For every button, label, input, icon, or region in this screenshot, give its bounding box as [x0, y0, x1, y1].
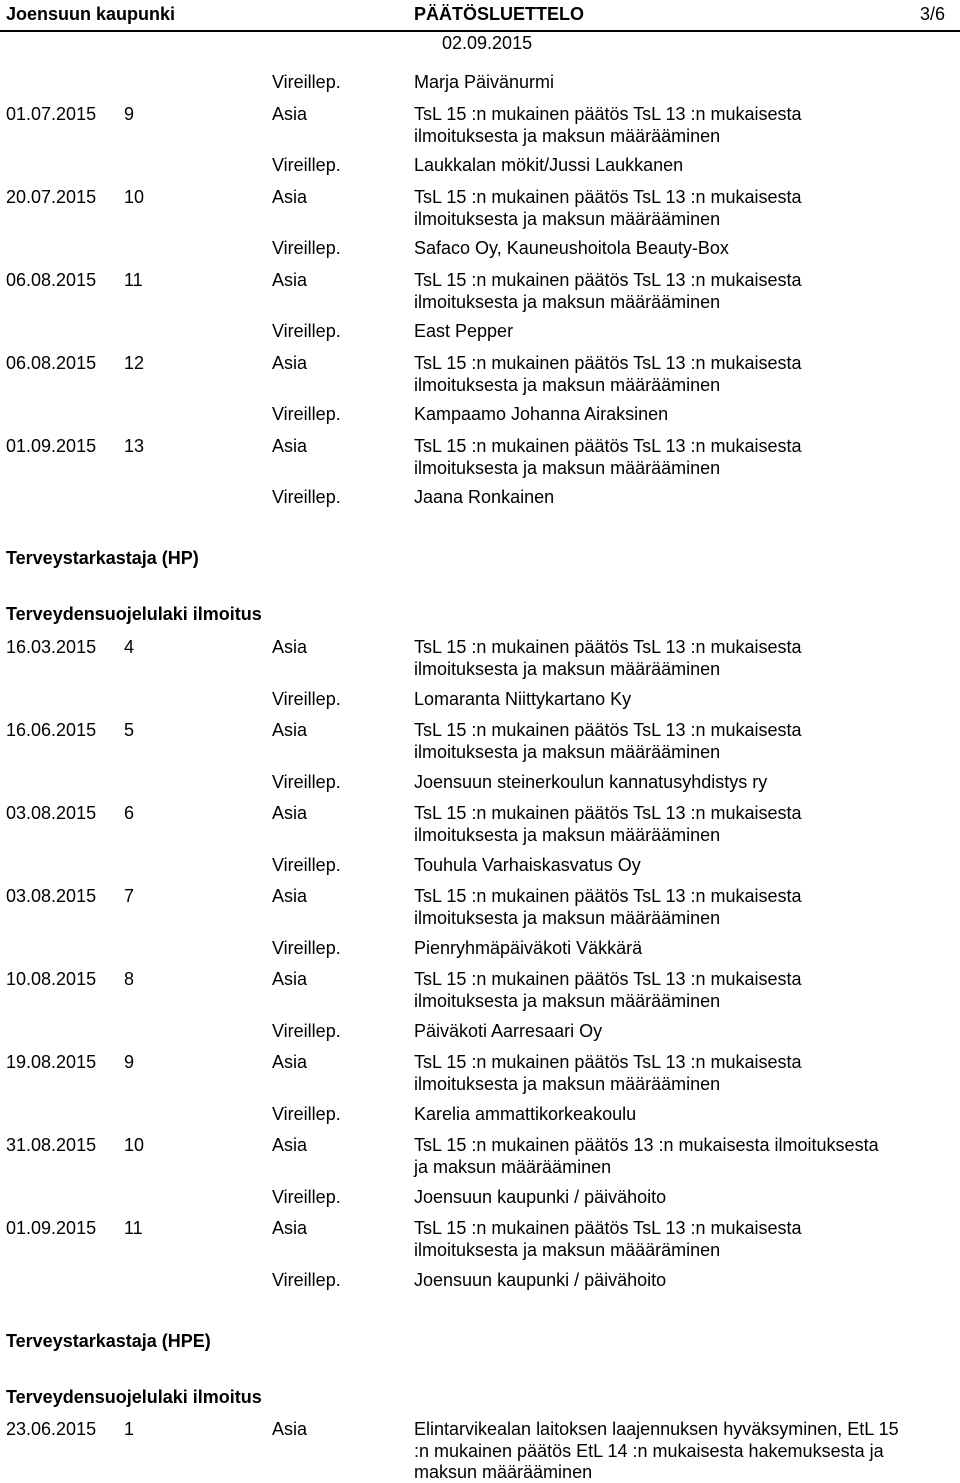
asia-text: TsL 15 :n mukainen päätös 13 :n mukaisesta ilmoituksesta — [414, 1135, 879, 1155]
asia-text-cont: ilmoituksesta ja maksun määrääminen — [414, 1074, 721, 1094]
asia-text-cont: ilmoituksesta ja maksun määrääminen — [414, 209, 721, 229]
entry-date: 01.09.2015 — [6, 436, 97, 456]
vireillep-label: Vireillep. — [272, 1104, 341, 1124]
asia-text-cont: maksun määrääminen — [414, 1462, 593, 1482]
section-heading: Terveystarkastaja (HP) — [6, 548, 199, 568]
entry-number: 7 — [124, 886, 135, 906]
asia-label: Asia — [272, 1218, 308, 1238]
asia-text-cont: ilmoituksesta ja maksun määrääminen — [414, 991, 721, 1011]
asia-text-cont: ilmoituksesta ja maksun määrääminen — [414, 292, 721, 312]
entry-number: 11 — [124, 270, 143, 290]
vireillep-value: Joensuun steinerkoulun kannatusyhdistys ry — [414, 772, 768, 792]
entry-date: 10.08.2015 — [6, 969, 97, 989]
entry-date: 01.09.2015 — [6, 1218, 97, 1238]
asia-text-cont: ilmoituksesta ja maksun määrääminen — [414, 126, 721, 146]
asia-text: TsL 15 :n mukainen päätös TsL 13 :n mukaisesta — [414, 969, 802, 989]
asia-text: TsL 15 :n mukainen päätös TsL 13 :n mukaisesta — [414, 637, 802, 657]
asia-text: TsL 15 :n mukainen päätös TsL 13 :n mukaisesta — [414, 1218, 802, 1238]
vireillep-label: Vireillep. — [272, 72, 341, 92]
entry-number: 10 — [124, 1135, 145, 1155]
asia-label: Asia — [272, 187, 308, 207]
vireillep-value: Joensuun kaupunki / päivähoito — [414, 1187, 667, 1207]
doc-date: 02.09.2015 — [442, 33, 533, 53]
vireillep-value: Laukkalan mökit/Jussi Laukkanen — [414, 155, 684, 175]
vireillep-label: Vireillep. — [272, 1021, 341, 1041]
vireillep-label: Vireillep. — [272, 238, 341, 258]
entry-date: 31.08.2015 — [6, 1135, 97, 1155]
section-heading: Terveystarkastaja (HPE) — [6, 1331, 211, 1351]
vireillep-value: Kampaamo Johanna Airaksinen — [414, 404, 669, 424]
vireillep-value: Pienryhmäpäiväkoti Väkkärä — [414, 938, 643, 958]
vireillep-value: Touhula Varhaiskasvatus Oy — [414, 855, 641, 875]
vireillep-label: Vireillep. — [272, 487, 341, 507]
entry-number: 9 — [124, 1052, 135, 1072]
asia-text-cont: ilmoituksesta ja maksun määrääminen — [414, 908, 721, 928]
asia-text-cont: ilmoituksesta ja maksun määrääminen — [414, 458, 721, 478]
vireillep-value: Joensuun kaupunki / päivähoito — [414, 1270, 667, 1290]
asia-text: TsL 15 :n mukainen päätös TsL 13 :n mukaisesta — [414, 270, 802, 290]
entry-date: 16.06.2015 — [6, 720, 97, 740]
asia-text-cont: ilmoituksesta ja maksun määäräminen — [414, 1240, 721, 1260]
asia-text-cont: ilmoituksesta ja maksun määrääminen — [414, 742, 721, 762]
vireillep-label: Vireillep. — [272, 938, 341, 958]
asia-text: TsL 15 :n mukainen päätös TsL 13 :n mukaisesta — [414, 187, 802, 207]
entry-date: 06.08.2015 — [6, 353, 97, 373]
vireillep-label: Vireillep. — [272, 689, 341, 709]
asia-text: TsL 15 :n mukainen päätös TsL 13 :n mukaisesta — [414, 436, 802, 456]
asia-text: TsL 15 :n mukainen päätös TsL 13 :n mukaisesta — [414, 720, 802, 740]
asia-text: TsL 15 :n mukainen päätös TsL 13 :n mukaisesta — [414, 803, 802, 823]
asia-text-cont: ja maksun määrääminen — [414, 1157, 612, 1177]
asia-label: Asia — [272, 803, 308, 823]
asia-label: Asia — [272, 104, 308, 124]
entry-date: 03.08.2015 — [6, 886, 97, 906]
entry-number: 13 — [124, 436, 145, 456]
asia-text-cont: ilmoituksesta ja maksun määrääminen — [414, 825, 721, 845]
vireillep-label: Vireillep. — [272, 321, 341, 341]
entry-date: 23.06.2015 — [6, 1419, 97, 1439]
asia-text-cont: ilmoituksesta ja maksun määrääminen — [414, 659, 721, 679]
vireillep-value: Safaco Oy, Kauneushoitola Beauty-Box — [414, 238, 729, 258]
entry-number: 10 — [124, 187, 145, 207]
asia-label: Asia — [272, 1052, 308, 1072]
entry-number: 5 — [124, 720, 135, 740]
asia-label: Asia — [272, 886, 308, 906]
asia-label: Asia — [272, 1419, 308, 1439]
asia-text-cont: :n mukainen päätös EtL 14 :n mukaisesta hakemuksesta ja — [414, 1441, 884, 1461]
asia-label: Asia — [272, 637, 308, 657]
vireillep-label: Vireillep. — [272, 1187, 341, 1207]
asia-label: Asia — [272, 270, 308, 290]
vireillep-value: Lomaranta Niittykartano Ky — [414, 689, 632, 709]
entry-number: 6 — [124, 803, 135, 823]
entry-number: 8 — [124, 969, 135, 989]
entry-number: 9 — [124, 104, 135, 124]
vireillep-value: Marja Päivänurmi — [414, 72, 555, 92]
page-number: 3/6 — [920, 4, 946, 24]
doc-title: PÄÄTÖSLUETTELO — [414, 4, 584, 24]
vireillep-label: Vireillep. — [272, 855, 341, 875]
asia-text: TsL 15 :n mukainen päätös TsL 13 :n mukaisesta — [414, 886, 802, 906]
vireillep-label: Vireillep. — [272, 772, 341, 792]
asia-label: Asia — [272, 1135, 308, 1155]
entry-number: 4 — [124, 637, 135, 657]
vireillep-value: Jaana Ronkainen — [414, 487, 555, 507]
asia-text-cont: ilmoituksesta ja maksun määrääminen — [414, 375, 721, 395]
asia-text: Elintarvikealan laitoksen laajennuksen hyväksyminen, EtL 15 — [414, 1419, 899, 1439]
asia-label: Asia — [272, 436, 308, 456]
vireillep-value: Päiväkoti Aarresaari Oy — [414, 1021, 603, 1041]
vireillep-value: East Pepper — [414, 321, 514, 341]
asia-text: TsL 15 :n mukainen päätös TsL 13 :n mukaisesta — [414, 353, 802, 373]
asia-label: Asia — [272, 353, 308, 373]
vireillep-value: Karelia ammattikorkeakoulu — [414, 1104, 637, 1124]
entry-number: 1 — [124, 1419, 135, 1439]
vireillep-label: Vireillep. — [272, 155, 341, 175]
section-subheading: Terveydensuojelulaki ilmoitus — [6, 604, 262, 624]
entry-date: 03.08.2015 — [6, 803, 97, 823]
vireillep-label: Vireillep. — [272, 404, 341, 424]
vireillep-label: Vireillep. — [272, 1270, 341, 1290]
asia-label: Asia — [272, 720, 308, 740]
entry-date: 20.07.2015 — [6, 187, 97, 207]
entry-date: 16.03.2015 — [6, 637, 97, 657]
entry-number: 12 — [124, 353, 145, 373]
section-subheading: Terveydensuojelulaki ilmoitus — [6, 1387, 262, 1407]
asia-text: TsL 15 :n mukainen päätös TsL 13 :n mukaisesta — [414, 104, 802, 124]
asia-text: TsL 15 :n mukainen päätös TsL 13 :n mukaisesta — [414, 1052, 802, 1072]
entry-date: 01.07.2015 — [6, 104, 97, 124]
entry-date: 06.08.2015 — [6, 270, 97, 290]
org-name: Joensuun kaupunki — [6, 4, 176, 24]
entry-number: 11 — [124, 1218, 143, 1238]
entry-date: 19.08.2015 — [6, 1052, 97, 1072]
asia-label: Asia — [272, 969, 308, 989]
